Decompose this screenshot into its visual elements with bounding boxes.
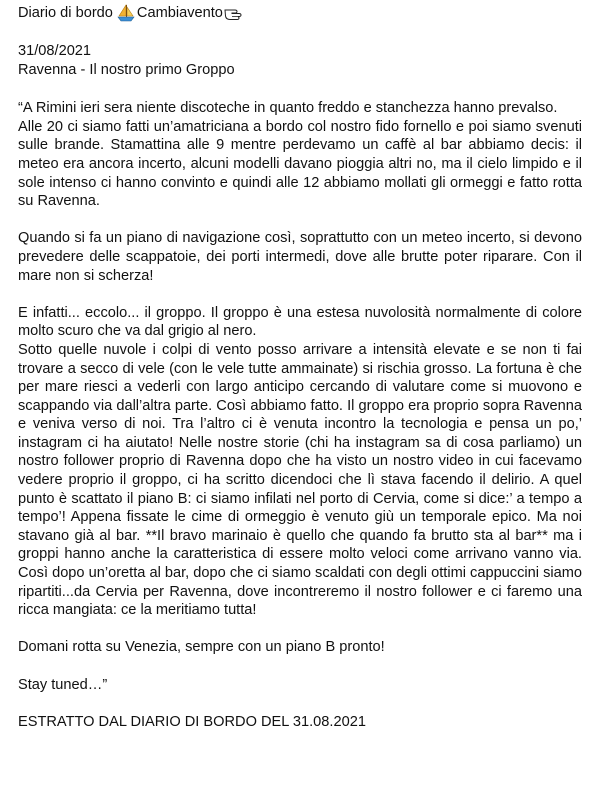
header-brand: Cambiavento <box>136 4 223 21</box>
paragraph: “A Rimini ieri sera niente discoteche in quanto freddo e stanchezza hanno prevalso. <box>18 100 558 117</box>
paragraph: Sotto quelle nuvole i colpi di vento posso arrivare a intensità elevate e se non ti fai trovare a secco di vele (con le vele tutte ammainate) si rischia grosso. La fortuna è che per mare riesci a vederli con largo anticipo cercando di valutare come si muovono e scappando via dall’altra parte. Così abbiamo fatto. Il groppo era proprio sopra Ravenna e veniva verso di noi. Tra l’altro ci è venuta incontro la tecnologia e pensa un po,’ instagram ci ha aiutato! Nelle nostre storie (chi ha instagram sa di cosa parliamo) un nostro follower proprio di Ravenna dopo che ha visto un nostro video in cui facevamo vedere proprio il groppo, ci ha scritto dicendoci che lì stava facendo il delirio. A quel punto è scattato il piano B: ci siamo infilati nel porto di Cervia, come si dice:’ a tempo a tempo’! Appena fissate le cime di ormeggio è venuto giù un temporale epico. Ma noi stavano già al bar. **Il bravo marinaio è quello che quando fa brutto sta al bar** ma i groppi hanno anche la caratteristica di essere molto veloci come arrivano vanno via. Così dopo un’oretta al bar, dopo che ci siamo scaldati con degli ottimi cappuccini siamo ripartiti...da Cervia per Ravenna, dove incontreremo il nostro follower e ci faremo una ricca mangiata: ce la meritiamo tutta! <box>18 341 582 619</box>
entry-subtitle: Ravenna - Il nostro primo Groppo <box>18 61 235 78</box>
document-page <box>18 2 582 731</box>
entry-date: 31/08/2021 <box>18 43 92 59</box>
paragraph: Stay tuned…” <box>18 676 108 693</box>
header <box>18 2 582 24</box>
header-title: Diario di bordo <box>18 4 113 21</box>
paragraph: E infatti... eccolo... il groppo. Il groppo è una estesa nuvolosità normalmente di colore molto scuro che va dal grigio al nero. <box>18 304 582 340</box>
pointing-hand-icon <box>224 5 244 21</box>
paragraph: Quando si fa un piano di navigazione così, soprattutto con un meteo incerto, si devono prevedere delle scappatoie, dei porti intermedi, dove alle brutte poter riparare. Con il mare non si scherza! <box>18 230 582 284</box>
paragraph: Domani rotta su Venezia, sempre con un piano B pronto! <box>18 639 385 656</box>
paragraph: Alle 20 ci siamo fatti un’amatriciana a bordo col nostro fido fornello e poi siamo svenuti sulle brande. Stamattina alle 9 mentre perdevamo un caffè al bar abbiamo decis: il meteo era ancora incerto, alcuni modelli davano pioggia altri no, ma il cielo limpido e il sole intenso ci hanno convinto e quindi alle 12 abbiamo mollati gli ormeggi e fatto rotta su Ravenna. <box>18 118 582 210</box>
footer-note: ESTRATTO DAL DIARIO DI BORDO DEL 31.08.2021 <box>18 713 366 730</box>
sailboat-icon <box>117 4 135 22</box>
entry-body <box>18 99 582 731</box>
entry-meta <box>18 42 582 79</box>
